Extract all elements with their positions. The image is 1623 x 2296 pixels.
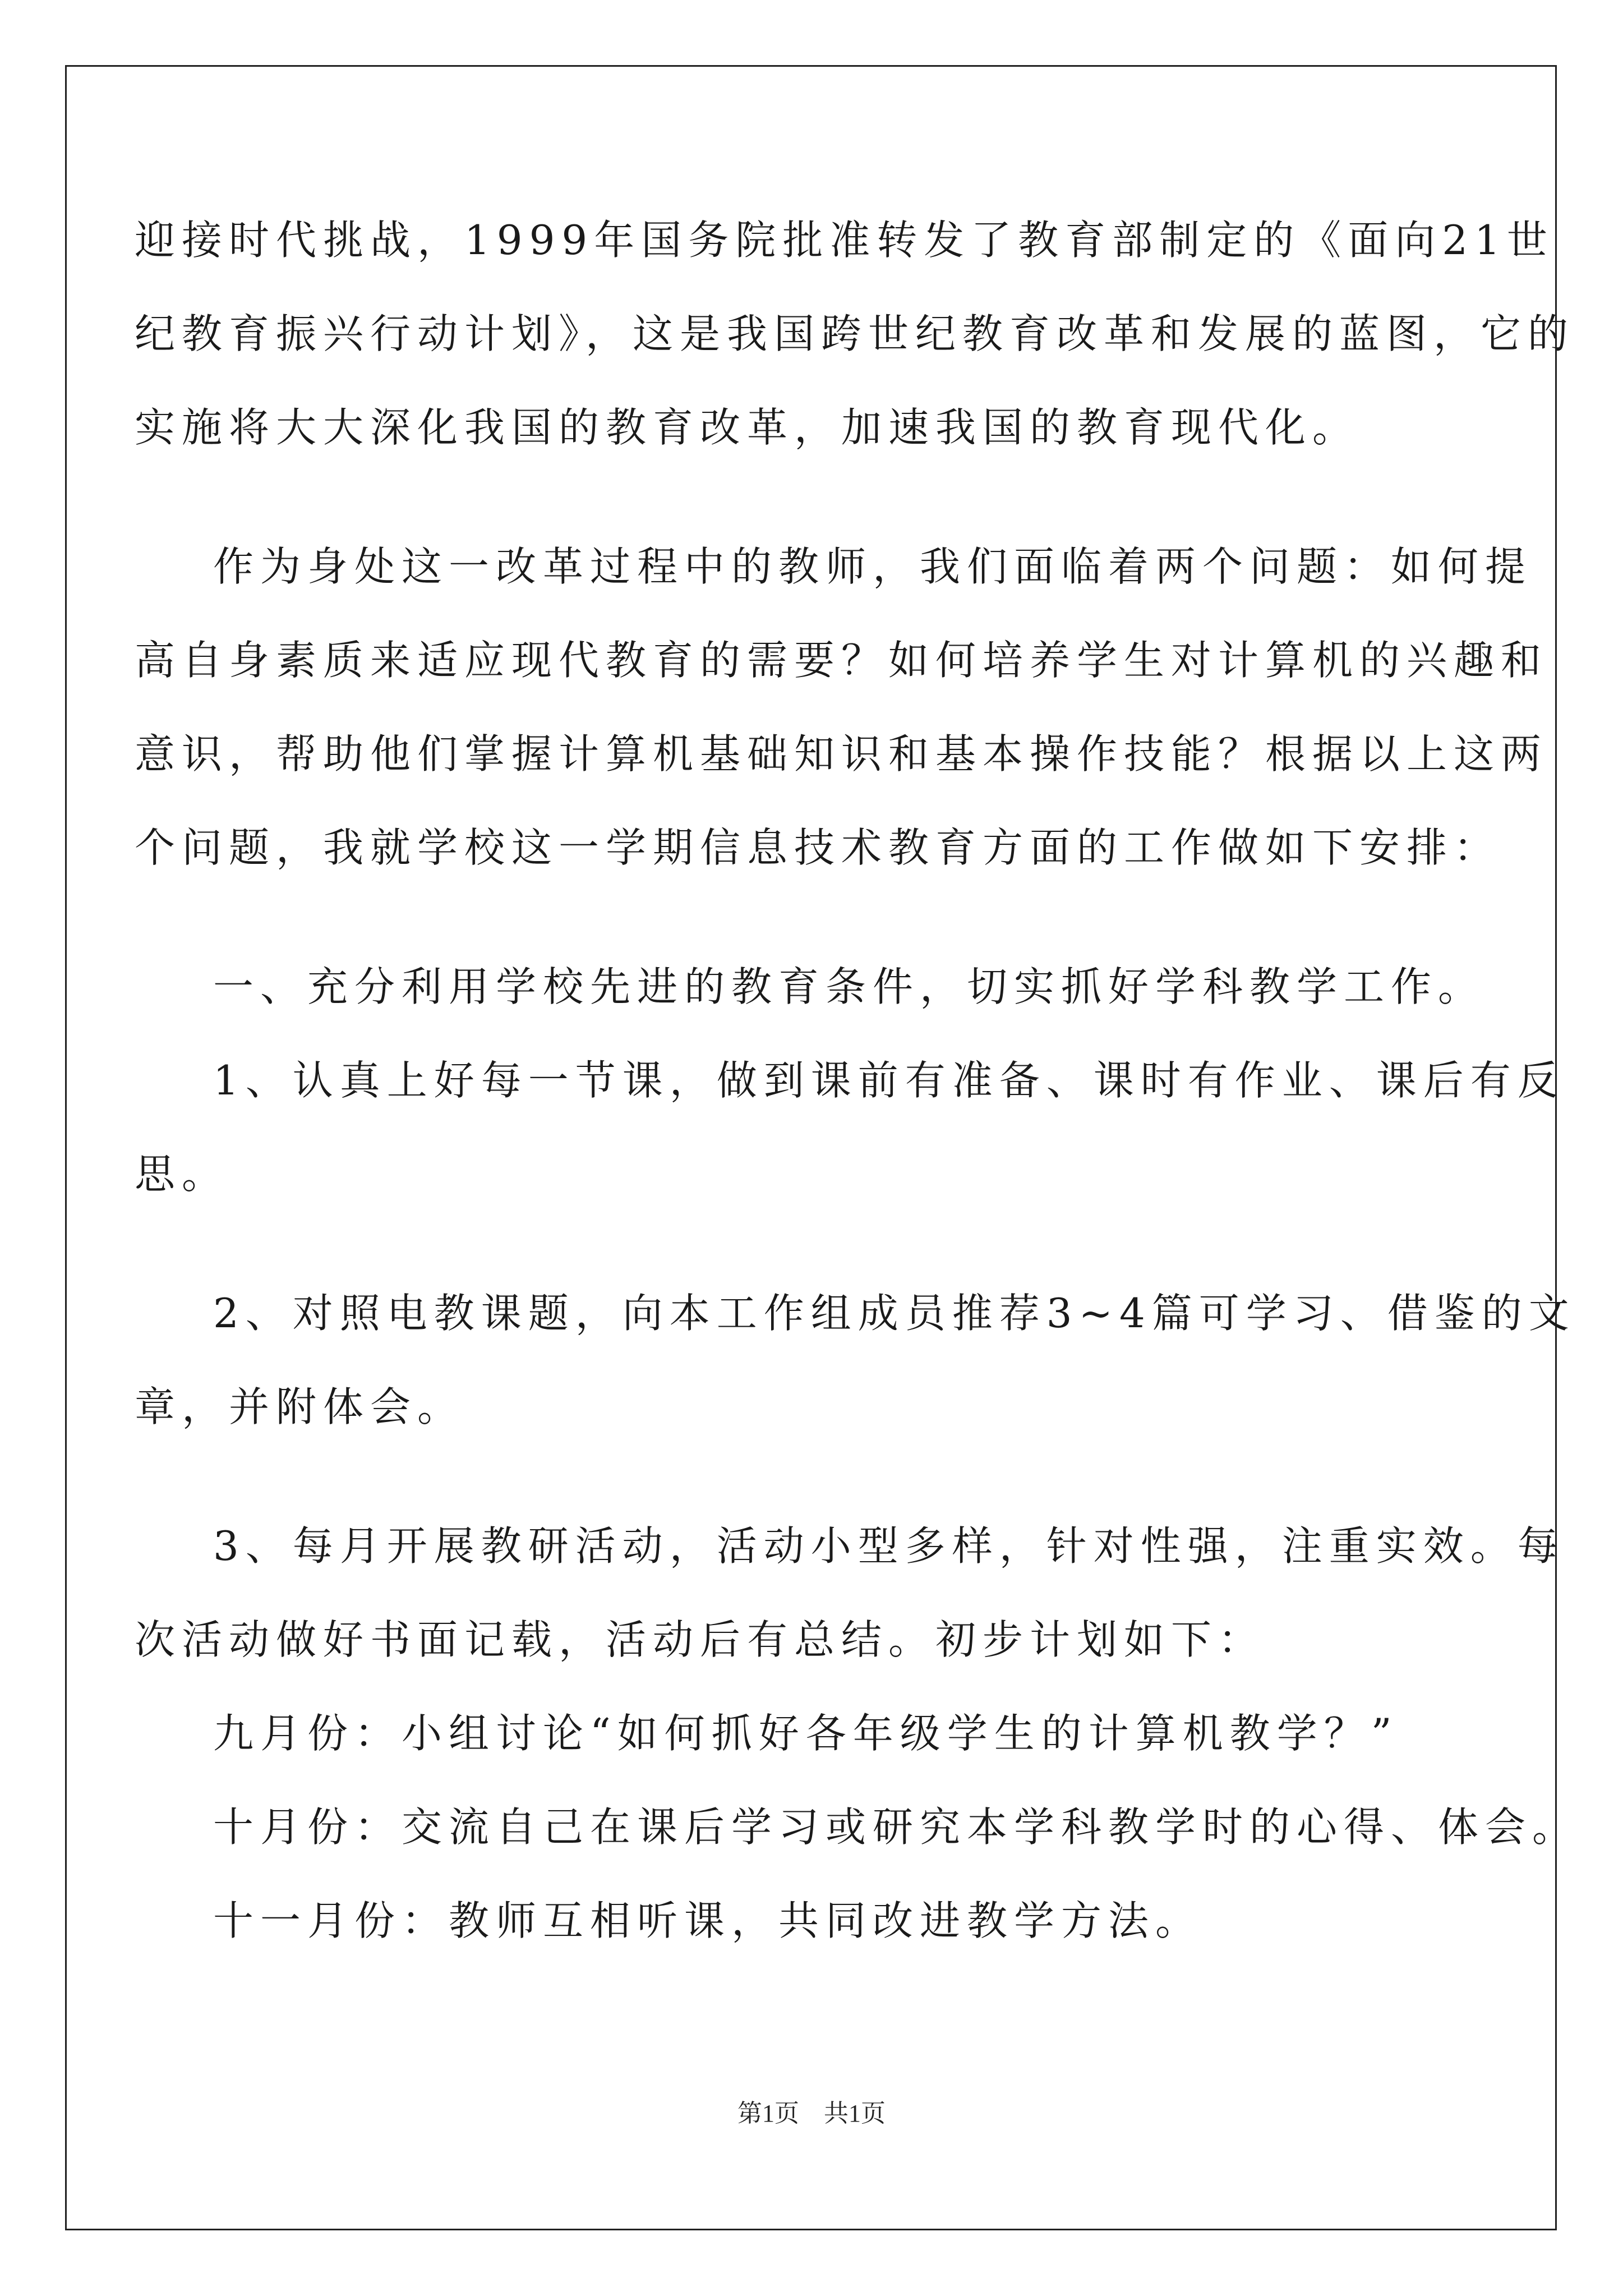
text-line: 九月份：小组讨论“如何抓好各年级学生的计算机教学？” [213,1710,1399,1757]
text-line: 作为身处这一改革过程中的教师，我们面临着两个问题：如何提 [213,543,1533,590]
text-line: 迎接时代挑战，1999年国务院批准转发了教育部制定的《面向21世 [135,217,1554,264]
text-line: 1、认真上好每一节课，做到课前有准备、课时有作业、课后有反 [213,1057,1565,1104]
text-line: 思。 [135,1151,229,1198]
text-line: 十月份：交流自己在课后学习或研究本学科教学时的心得、体会。 [213,1803,1580,1851]
text-line: 次活动做好书面记载，活动后有总结。初步计划如下： [135,1616,1266,1663]
text-line: 纪教育振兴行动计划》，这是我国跨世纪教育改革和发展的蓝图，它的 [135,310,1575,357]
text-line: 2、对照电教课题，向本工作组成员推荐3~4篇可学习、借鉴的文 [213,1290,1576,1337]
text-line: 高自身素质来适应现代教育的需要？如何培养学生对计算机的兴趣和 [135,637,1548,684]
text-line: 3、每月开展教研活动，活动小型多样，针对性强，注重实效。每 [213,1522,1565,1570]
text-line: 个问题，我就学校这一学期信息技术教育方面的工作做如下安排： [135,824,1501,871]
text-line: 章，并附体会。 [135,1383,465,1430]
text-line: 意识，帮助他们掌握计算机基础知识和基本操作技能？根据以上这两 [135,730,1548,777]
text-line: 一、充分利用学校先进的教育条件，切实抓好学科教学工作。 [213,963,1486,1010]
text-line: 实施将大大深化我国的教育改革，加速我国的教育现代化。 [135,404,1360,451]
text-line: 十一月份：教师互相听课，共同改进教学方法。 [213,1897,1203,1944]
page-number-footer: 第1页 共1页 [737,2100,886,2127]
